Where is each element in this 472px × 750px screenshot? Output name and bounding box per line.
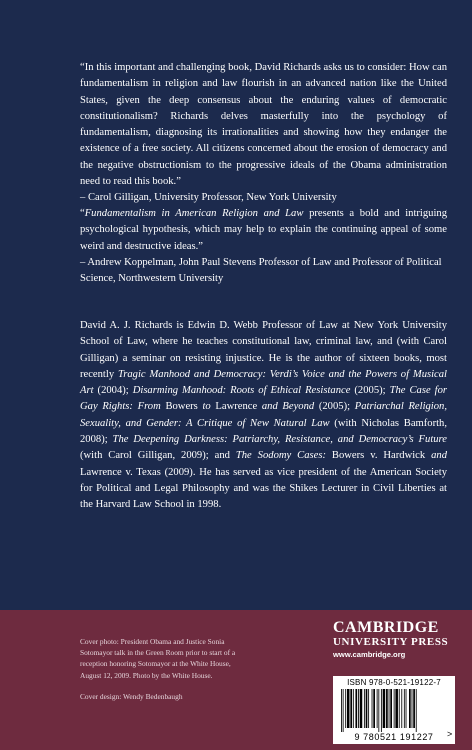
barcode-bar: [401, 689, 402, 728]
bio-text: (2009). He has served as vice president of the American Society for Political and Legal Philosophy and was the Shikes Lecturer in Civil Liberties at the Harvard Law School in 1998.: [80, 466, 448, 511]
isbn-label: ISBN 978-0-521-19122-7: [347, 678, 441, 687]
endorsement-koppelman: [80, 206, 447, 287]
bio-book-title-roman: Bowers: [165, 401, 198, 413]
barcode-bar: [390, 689, 392, 728]
book-title: Fundamentalism in American Religion and Law: [84, 208, 304, 219]
bio-text: (2005);: [350, 385, 390, 397]
barcode-bar: [368, 689, 369, 728]
barcode-bar: [353, 689, 354, 728]
barcode-bar: [394, 689, 395, 728]
barcode-bars: [339, 689, 447, 732]
publisher-logo: [333, 620, 449, 660]
barcode-bar: [345, 689, 346, 728]
bio-book-title: The Sodomy Cases:: [235, 450, 332, 462]
bio-book-title: and Beyond: [257, 401, 315, 413]
quote-open-mark: “: [80, 208, 85, 219]
bio-book-title-roman: Lawrence: [215, 401, 258, 413]
barcode-digits: 9 780521 191227: [354, 732, 434, 742]
design-credit: Cover design: Wendy Bedenbaugh: [80, 691, 183, 701]
barcode-bar: [406, 689, 407, 728]
publisher-name: CAMBRIDGE: [333, 619, 439, 636]
barcode-arrow: >: [447, 729, 453, 739]
publisher-url: www.cambridge.org: [333, 650, 406, 659]
barcode-bar: [381, 689, 382, 732]
quote-text: “In this important and challenging book, David Richards asks us to consider: How can fundamentalism in religion and law flourish in an advanced nation like the United States, given the deep consensus about the enduring values of democratic constitutionalism? Richards delves masterfully into the psychology of fundamentalism, diagnosing its irrationalities and showing how they endanger the existence of a free society. All citizens concerned about the erosion of democracy and the negative obstructionism to the progressive ideals of the Obama administration need to read this book.”: [80, 62, 447, 188]
barcode-bar: [409, 689, 411, 728]
barcode-bar: [355, 689, 357, 728]
quote-text: presents a bold and intriguing psychological hypothesis, which may help to explain the continuing appeal of some weird and destructive ideas.”: [80, 208, 447, 252]
barcode-bar: [416, 689, 417, 732]
barcode-bar: [347, 689, 350, 728]
barcode-bar: [373, 689, 375, 728]
barcode-bar: [404, 689, 405, 728]
bio-text: (with Carol Gilligan, 2009); and: [80, 450, 236, 462]
barcode-bar: [377, 689, 378, 728]
barcode-bar: [366, 689, 368, 728]
barcode-bar: [386, 689, 388, 728]
barcode-bar: [372, 689, 373, 728]
bio-book-title-roman: Bowers v. Hardwick: [331, 450, 426, 462]
barcode-bar: [395, 689, 398, 728]
isbn-barcode: [333, 676, 455, 744]
barcode-bar: [343, 689, 344, 732]
bio-text: (2004);: [93, 385, 133, 397]
cover-credits: [80, 636, 245, 702]
barcode-bar: [360, 689, 363, 728]
photo-credit: Cover photo: President Obama and Justice Sonia Sotomayor talk in the Green Room prior to start of a reception honoring Sotomayor at the White House, August 12, 2009. Photo by the White House.: [80, 637, 236, 680]
barcode-bar: [350, 689, 352, 728]
author-bio: [80, 318, 447, 514]
barcode-bar: [383, 689, 386, 728]
bio-book-title: The Case for Gay Rights: From: [80, 385, 447, 413]
bio-book-title: Disarming Manhood: Roots of Ethical Resistance: [132, 385, 351, 397]
bio-book-title: The Deepening Darkness: Patriarchy, Resistance, and Democracy’s Future: [112, 434, 447, 446]
barcode-bar: [378, 689, 379, 732]
barcode-bar: [413, 689, 415, 728]
publisher-subtitle: UNIVERSITY PRESS: [333, 636, 449, 648]
footer-band: [0, 610, 472, 750]
bio-text: David A. J. Richards is Edwin D. Webb Professor of Law at New York University School of Law, where he teaches constitutional law, criminal law, and (with Carol Gilligan) a seminar on resisting injustice. He is the author of sixteen books, most recently: [80, 320, 447, 380]
bio-book-title-roman: Lawrence v. Texas: [80, 466, 161, 478]
barcode-bar: [412, 689, 413, 728]
barcode-bar: [358, 689, 359, 728]
bio-book-title: and: [425, 450, 447, 462]
bio-text: (with Nicholas Bamforth, 2008);: [80, 417, 447, 446]
barcode-bar: [389, 689, 390, 728]
barcode-bar: [341, 689, 342, 732]
bio-text: (2005);: [314, 401, 355, 413]
quote-attribution: – Andrew Koppelman, John Paul Stevens Professor of Law and Professor of Political Science, Northwestern University: [80, 256, 442, 285]
barcode-bar: [399, 689, 400, 728]
barcode-bar: [364, 689, 365, 728]
bio-book-title: Tragic Manhood and Democracy: Verdi’s Voice and the Powers of Musical Art: [80, 368, 447, 397]
bio-book-title: Patriarchal Religion, Sexuality, and Gender: A Critique of New Natural Law: [80, 401, 447, 429]
quote-attribution: – Carol Gilligan, University Professor, New York University: [80, 192, 337, 204]
endorsement-gilligan: [80, 60, 447, 207]
bio-book-title: to: [197, 401, 216, 413]
